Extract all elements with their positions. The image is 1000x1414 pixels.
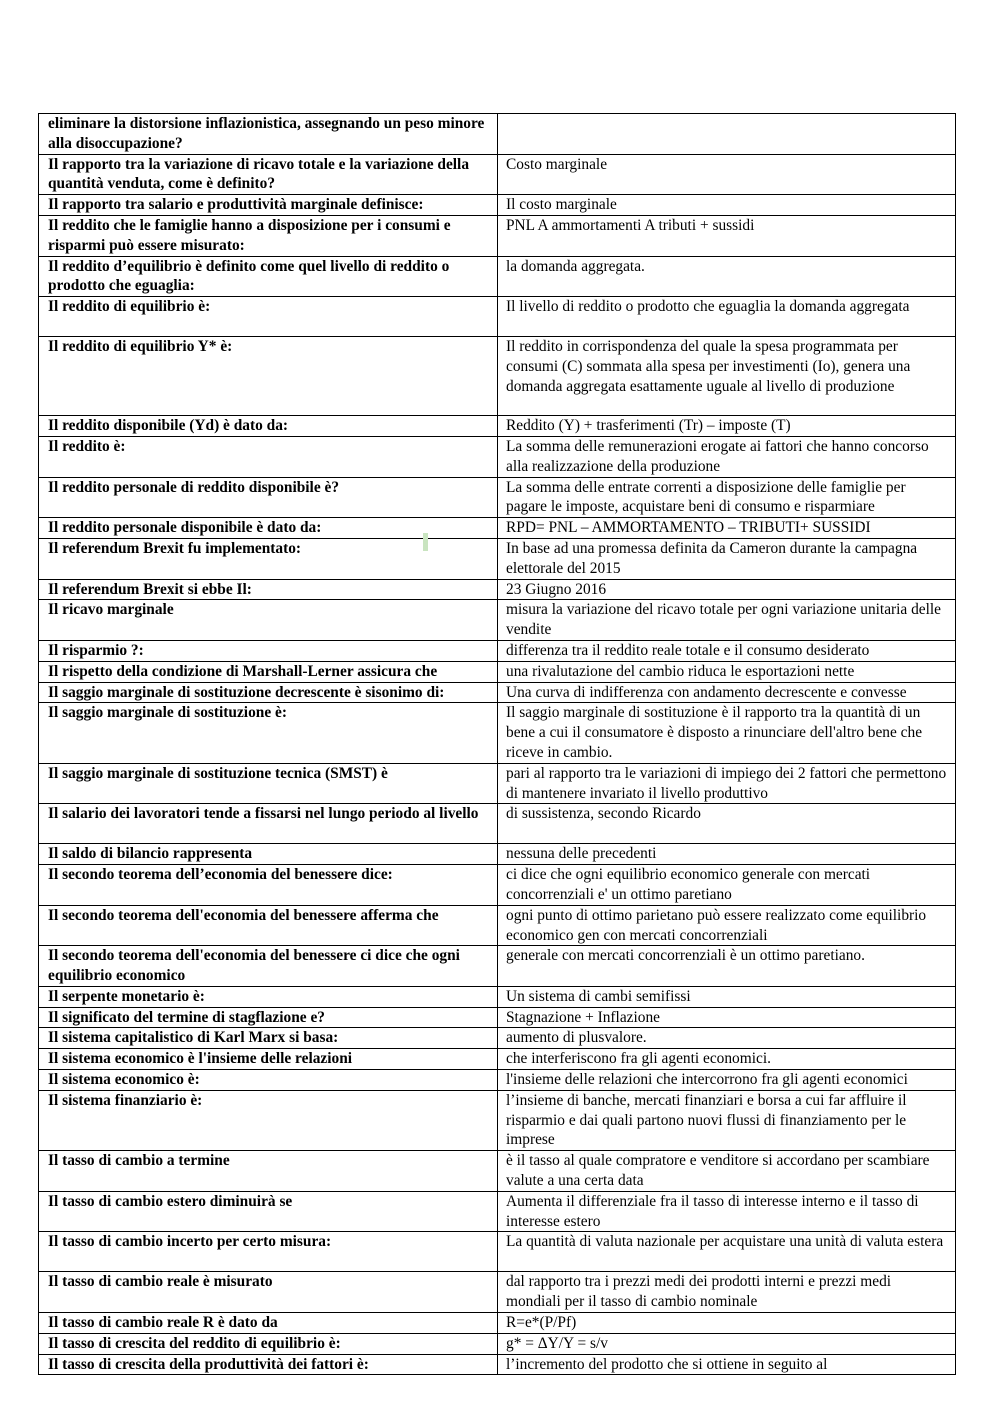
answer-cell: Reddito (Y) + trasferimenti (Tr) – imposte (T) [498, 416, 956, 437]
answer-cell: Un sistema di cambi semifissi [498, 986, 956, 1007]
question-cell: Il secondo teorema dell’economia del benessere dice: [39, 865, 498, 906]
answer-cell: 23 Giugno 2016 [498, 579, 956, 600]
table-row [39, 195, 956, 216]
answer-cell: generale con mercati concorrenziali è un ottimo paretiano. [498, 946, 956, 987]
table-row [39, 1090, 956, 1150]
table-row [39, 600, 956, 641]
table-row [39, 1028, 956, 1049]
answer-cell: Una curva di indifferenza con andamento decrescente e convesse [498, 682, 956, 703]
question-cell: Il tasso di crescita della produttività dei fattori è: [39, 1354, 498, 1375]
table-row [39, 1049, 956, 1070]
question-cell: Il significato del termine di stagflazione e? [39, 1007, 498, 1028]
question-cell: Il serpente monetario è: [39, 986, 498, 1007]
answer-cell: Il costo marginale [498, 195, 956, 216]
table-row [39, 1272, 956, 1313]
question-cell: Il saggio marginale di sostituzione decrescente è sisonimo di: [39, 682, 498, 703]
table-row [39, 477, 956, 518]
table-row [39, 946, 956, 987]
question-cell: Il saldo di bilancio rappresenta [39, 844, 498, 865]
table-row [39, 518, 956, 539]
question-cell: Il reddito personale di reddito disponibile è? [39, 477, 498, 518]
table-row [39, 682, 956, 703]
table-row [39, 1191, 956, 1232]
answer-cell: Il saggio marginale di sostituzione è il rapporto tra la quantità di un bene a cui il consumatore è disposto a rinunciare dell'altro bene che riceve in cambio. [498, 703, 956, 763]
answer-cell: La quantità di valuta nazionale per acquistare una unità di valuta estera [498, 1232, 956, 1272]
question-cell: Il tasso di cambio estero diminuirà se [39, 1191, 498, 1232]
answer-cell: di sussistenza, secondo Ricardo [498, 804, 956, 844]
question-cell: Il saggio marginale di sostituzione è: [39, 703, 498, 763]
answer-cell: la domanda aggregata. [498, 256, 956, 297]
question-cell: Il ricavo marginale [39, 600, 498, 641]
table-row [39, 661, 956, 682]
question-cell: Il tasso di cambio reale è misurato [39, 1272, 498, 1313]
question-cell: Il reddito di equilibrio Y* è: [39, 337, 498, 416]
table-row [39, 579, 956, 600]
table-row [39, 1151, 956, 1192]
question-cell: Il tasso di cambio incerto per certo misura: [39, 1232, 498, 1272]
table-row [39, 763, 956, 804]
question-cell: Il secondo teorema dell'economia del benessere ci dice che ogni equilibrio economico [39, 946, 498, 987]
question-cell: Il reddito personale disponibile è dato da: [39, 518, 498, 539]
answer-cell: misura la variazione del ricavo totale per ogni variazione unitaria delle vendite [498, 600, 956, 641]
answer-cell: Stagnazione + Inflazione [498, 1007, 956, 1028]
question-cell: Il referendum Brexit fu implementato: [39, 538, 498, 579]
qa-table-body [39, 114, 956, 1375]
answer-cell: Il reddito in corrispondenza del quale la spesa programmata per consumi (C) sommata alla spesa per investimenti (Io), genera una domanda aggregata esattamente uguale al livello di produzione [498, 337, 956, 416]
table-row [39, 1333, 956, 1354]
answer-cell: è il tasso al quale compratore e venditore si accordano per scambiare valute a una certa data [498, 1151, 956, 1192]
table-row [39, 1007, 956, 1028]
table-row [39, 538, 956, 579]
question-cell: Il tasso di cambio a termine [39, 1151, 498, 1192]
answer-cell: RPD= PNL – AMMORTAMENTO – TRIBUTI+ SUSSIDI [498, 518, 956, 539]
question-cell: Il referendum Brexit si ebbe Il: [39, 579, 498, 600]
question-cell: Il reddito disponibile (Yd) è dato da: [39, 416, 498, 437]
question-cell: Il secondo teorema dell'economia del benessere afferma che [39, 905, 498, 946]
answer-cell: che interferiscono fra gli agenti economici. [498, 1049, 956, 1070]
table-row [39, 703, 956, 763]
answer-cell: Il livello di reddito o prodotto che eguaglia la domanda aggregata [498, 297, 956, 337]
question-cell: Il rispetto della condizione di Marshall-Lerner assicura che [39, 661, 498, 682]
answer-cell: In base ad una promessa definita da Cameron durante la campagna elettorale del 2015 [498, 538, 956, 579]
answer-cell: La somma delle remunerazioni erogate ai fattori che hanno concorso alla realizzazione della produzione [498, 436, 956, 477]
table-row [39, 337, 956, 416]
answer-cell: l’insieme di banche, mercati finanziari e borsa a cui far affluire il risparmio e dai quali partono nuovi flussi di finanziamento per le imprese [498, 1090, 956, 1150]
question-cell: Il sistema economico è l'insieme delle relazioni [39, 1049, 498, 1070]
question-cell: eliminare la distorsione inflazionistica, assegnando un peso minore alla disoccupazione? [39, 114, 498, 155]
answer-cell: La somma delle entrate correnti a disposizione delle famiglie per pagare le imposte, acquistare beni di consumo e risparmiare [498, 477, 956, 518]
question-cell: Il reddito che le famiglie hanno a disposizione per i consumi e risparmi può essere misurato: [39, 215, 498, 256]
table-row [39, 215, 956, 256]
table-row [39, 436, 956, 477]
question-cell: Il rapporto tra la variazione di ricavo totale e la variazione della quantità venduta, come è definito? [39, 154, 498, 195]
answer-cell: ci dice che ogni equilibrio economico generale con mercati concorrenziali e' un ottimo paretiano [498, 865, 956, 906]
table-row [39, 865, 956, 906]
answer-cell: aumento di plusvalore. [498, 1028, 956, 1049]
table-row [39, 416, 956, 437]
table-row [39, 905, 956, 946]
table-row [39, 1232, 956, 1272]
question-cell: Il risparmio ?: [39, 640, 498, 661]
question-cell: Il tasso di crescita del reddito di equilibrio è: [39, 1333, 498, 1354]
answer-cell: R=e*(P/Pf) [498, 1313, 956, 1334]
answer-cell: nessuna delle precedenti [498, 844, 956, 865]
question-cell: Il sistema capitalistico di Karl Marx si basa: [39, 1028, 498, 1049]
question-cell: Il sistema finanziario è: [39, 1090, 498, 1150]
qa-table [38, 113, 956, 1375]
table-row [39, 297, 956, 337]
answer-cell: pari al rapporto tra le variazioni di impiego dei 2 fattori che permettono di mantenere invariato il livello produttivo [498, 763, 956, 804]
answer-cell: PNL A ammortamenti A tributi + sussidi [498, 215, 956, 256]
answer-cell: g* = ΔY/Y = s/v [498, 1333, 956, 1354]
table-row [39, 844, 956, 865]
question-cell: Il saggio marginale di sostituzione tecnica (SMST) è [39, 763, 498, 804]
answer-cell: Aumenta il differenziale fra il tasso di interesse interno e il tasso di interesse estero [498, 1191, 956, 1232]
question-cell: Il tasso di cambio reale R è dato da [39, 1313, 498, 1334]
table-row [39, 640, 956, 661]
table-row [39, 986, 956, 1007]
table-row [39, 154, 956, 195]
question-cell: Il sistema economico è: [39, 1070, 498, 1091]
question-cell: Il rapporto tra salario e produttività marginale definisce: [39, 195, 498, 216]
question-cell: Il reddito di equilibrio è: [39, 297, 498, 337]
answer-cell: una rivalutazione del cambio riduca le esportazioni nette [498, 661, 956, 682]
question-cell: Il reddito d’equilibrio è definito come quel livello di reddito o prodotto che eguaglia: [39, 256, 498, 297]
question-cell: Il salario dei lavoratori tende a fissarsi nel lungo periodo al livello [39, 804, 498, 844]
answer-cell: differenza tra il reddito reale totale e il consumo desiderato [498, 640, 956, 661]
highlight-mark [423, 533, 428, 551]
table-row [39, 1354, 956, 1375]
table-row [39, 804, 956, 844]
answer-cell: Costo marginale [498, 154, 956, 195]
answer-cell: l'insieme delle relazioni che intercorrono fra gli agenti economici [498, 1070, 956, 1091]
answer-cell: l’incremento del prodotto che si ottiene in seguito al [498, 1354, 956, 1375]
table-row [39, 256, 956, 297]
table-row [39, 114, 956, 155]
answer-cell: ogni punto di ottimo parietano può essere realizzato come equilibrio economico gen con mercati concorrenziali [498, 905, 956, 946]
question-cell: Il reddito è: [39, 436, 498, 477]
table-row [39, 1313, 956, 1334]
answer-cell: dal rapporto tra i prezzi medi dei prodotti interni e prezzi medi mondiali per il tasso di cambio nominale [498, 1272, 956, 1313]
table-row [39, 1070, 956, 1091]
answer-cell [498, 114, 956, 155]
